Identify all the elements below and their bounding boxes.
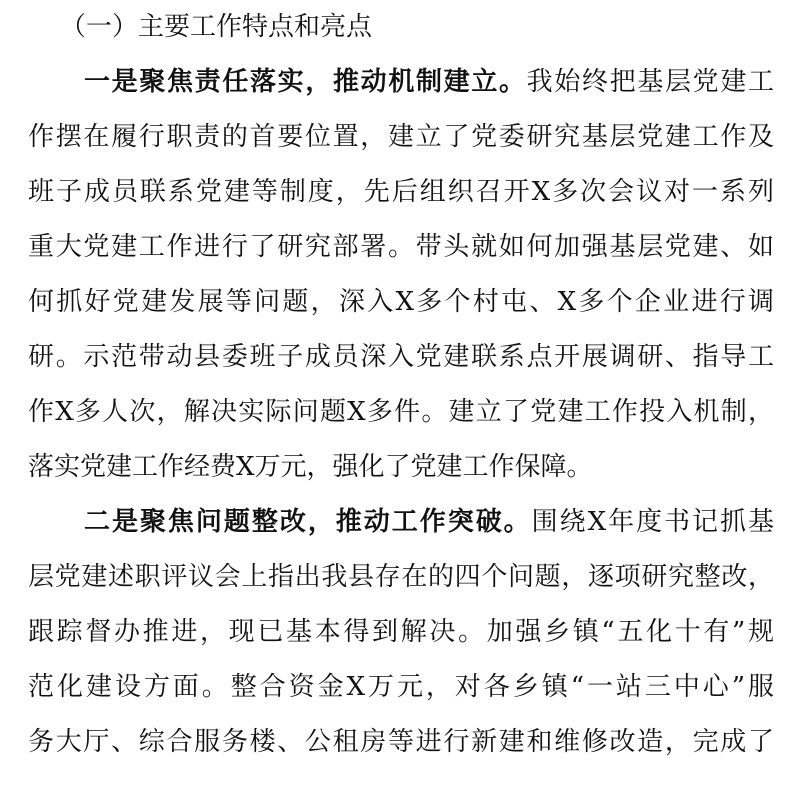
paragraph-lead: 一是聚焦责任落实，推动机制建立。 <box>84 67 527 97</box>
paragraph-line: 班子成员联系党建等制度，先后组织召开X多次会议对一系列 <box>28 177 774 207</box>
paragraph-line: 作X多人次，解决实际问题X多件。建立了党建工作投入机制， <box>28 397 774 427</box>
paragraph-line: 作摆在履行职责的首要位置，建立了党委研究基层党建工作及 <box>28 122 774 152</box>
paragraph-line <box>28 495 774 550</box>
paragraph-line: 研。示范带动县委班子成员深入党建联系点开展调研、指导工 <box>28 342 774 372</box>
document-body <box>28 0 774 770</box>
paragraph-1 <box>28 55 774 495</box>
paragraph-line <box>28 55 774 110</box>
paragraph-text: 围绕X年度书记抓基 <box>531 507 774 537</box>
section-heading: （一）主要工作特点和亮点 <box>60 12 373 42</box>
paragraph-line: 范化建设方面。整合资金X万元，对各乡镇“一站三中心”服 <box>28 672 774 702</box>
paragraph-lead: 二是聚焦问题整改，推动工作突破。 <box>84 507 532 537</box>
paragraph-line: 何抓好党建发展等问题，深入X多个村屯、X多个企业进行调 <box>28 287 774 317</box>
paragraph-text: 我始终把基层党建工 <box>526 67 774 97</box>
paragraph-2 <box>28 495 774 770</box>
paragraph-line: 跟踪督办推进，现已基本得到解决。加强乡镇“五化十有”规 <box>28 617 774 647</box>
paragraph-line: 务大厅、综合服务楼、公租房等进行新建和维修改造，完成了 <box>28 727 774 757</box>
paragraph-line: 层党建述职评议会上指出我县存在的四个问题，逐项研究整改， <box>28 562 774 592</box>
paragraph-line: 落实党建工作经费X万元，强化了党建工作保障。 <box>28 452 593 482</box>
paragraph-line: 重大党建工作进行了研究部署。带头就如何加强基层党建、如 <box>28 232 774 262</box>
